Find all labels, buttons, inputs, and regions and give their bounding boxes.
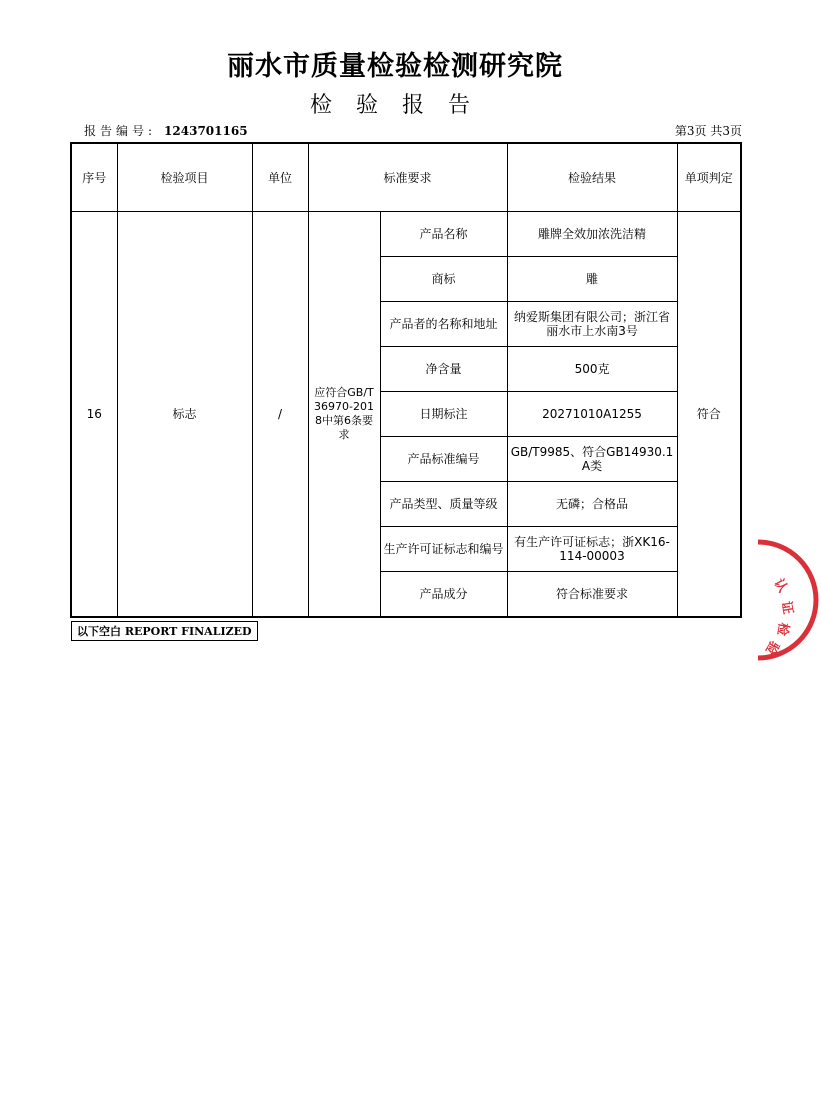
- verdict-cell: 符合: [677, 212, 741, 618]
- standard-cell: 应符合GB/T36970-2018中第6条要求: [308, 212, 380, 618]
- sub-item-cell: 产品标准编号: [380, 437, 507, 482]
- table-header-row: [71, 143, 741, 212]
- seal-char: 验: [762, 638, 782, 657]
- result-cell: 无磷；合格品: [507, 482, 677, 527]
- sub-item-cell: 生产许可证标志和编号: [380, 527, 507, 572]
- sub-item-cell: 产品类型、质量等级: [380, 482, 507, 527]
- inspection-table: [70, 142, 742, 618]
- sub-item-cell: 产品成分: [380, 572, 507, 618]
- seal-char: 认: [770, 576, 791, 596]
- seal-char: 检: [773, 621, 791, 637]
- col-header-unit: 单位: [252, 143, 308, 212]
- result-cell: 500克: [507, 347, 677, 392]
- sub-item-cell: 净含量: [380, 347, 507, 392]
- result-cell: 有生产许可证标志；浙XK16-114-00003: [507, 527, 677, 572]
- col-header-standard: 标准要求: [308, 143, 507, 212]
- sub-item-cell: 产品者的名称和地址: [380, 302, 507, 347]
- col-header-item: 检验项目: [117, 143, 252, 212]
- col-header-verdict: 单项判定: [677, 143, 741, 212]
- unit-cell: /: [252, 212, 308, 618]
- col-header-result: 检验结果: [507, 143, 677, 212]
- col-header-seq: 序号: [71, 143, 117, 212]
- report-number-label: 报告编号:: [84, 124, 157, 138]
- official-seal-stamp: [758, 540, 822, 660]
- result-cell: 符合标准要求: [507, 572, 677, 618]
- seal-char: 证: [778, 600, 796, 616]
- result-cell: 20271010A1255: [507, 392, 677, 437]
- report-finalized-note: 以下空白 REPORT FINALIZED: [71, 621, 258, 641]
- seq-cell: 16: [71, 212, 117, 618]
- result-cell: 纳爱斯集团有限公司；浙江省丽水市上水南3号: [507, 302, 677, 347]
- sub-item-cell: 日期标注: [380, 392, 507, 437]
- report-type-heading: 检验报告: [309, 93, 494, 118]
- result-cell: GB/T9985、符合GB14930.1 A类: [507, 437, 677, 482]
- table-row: [71, 212, 741, 257]
- seal-ring: [758, 542, 816, 658]
- page-info: 第3页 共3页: [674, 124, 742, 138]
- item-cell: 标志: [117, 212, 252, 618]
- result-cell: 雕: [507, 257, 677, 302]
- sub-item-cell: 商标: [380, 257, 507, 302]
- result-cell: 雕牌全效加浓洗洁精: [507, 212, 677, 257]
- report-number-value: 1243701165: [164, 124, 248, 138]
- institute-title: 丽水市质量检验检测研究院: [227, 51, 563, 82]
- report-number-line: [84, 122, 248, 139]
- sub-item-cell: 产品名称: [380, 212, 507, 257]
